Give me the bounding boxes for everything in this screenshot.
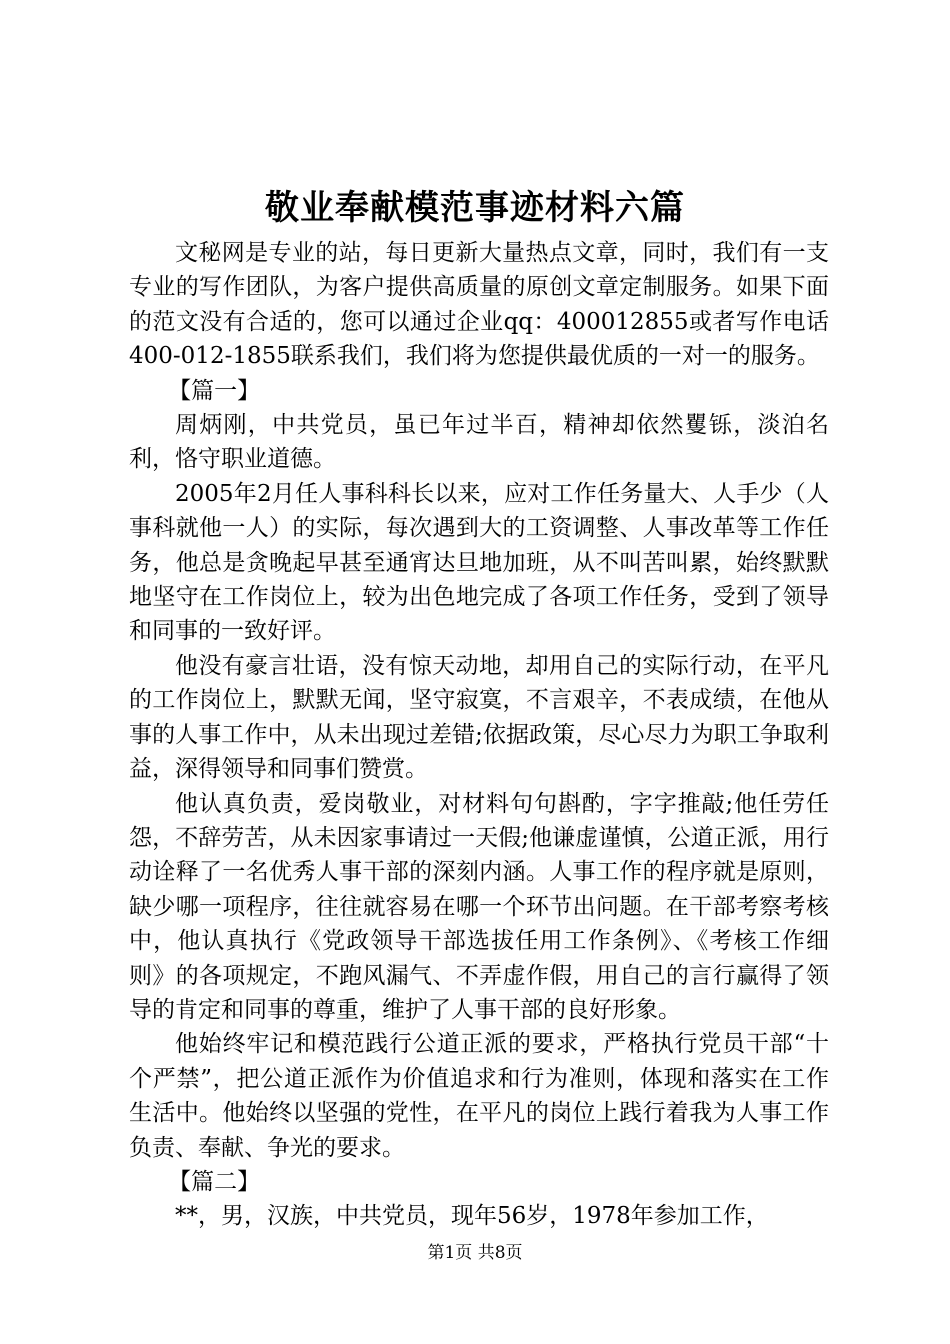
section2-paragraph-1: **，男，汉族，中共党员，现年56岁，1978年参加工作， [175,1203,769,1230]
section-heading-1: 【篇一】 [168,377,261,404]
section-heading-2: 【篇二】 [168,1168,261,1195]
document-title: 敬业奉献模范事迹材料六篇 [265,188,685,228]
section1-paragraph-2: 2005年2月任人事科科长以来，应对工作任务量大、人手少（人事科就他一人）的实际，每次遇到大的工资调整、人事改革等工作任务，他总是贪晚起早甚至通宵达旦地加班，从不叫苦叫累，始终默默地坚守在工作岗位上，较为出色地完成了各项工作任务，受到了领导和同事的一致好评。 [129,480,829,645]
section1-paragraph-4: 他认真负责，爱岗敬业，对材料句句斟酌，字字推敲;他任劳任怨，不辞劳苦，从未因家事请过一天假;他谦虚谨慎，公道正派，用行动诠释了一名优秀人事干部的深刻内涵。人事工作的程序就是原则，缺少哪一项程序，往往就容易在哪一个环节出问题。在干部考察考核中，他认真执行《党政领导干部选拔任用工作条例》、《考核工作细则》的各项规定，不跑风漏气、不弄虚作假，用自己的言行赢得了领导的肯定和同事的尊重，维护了人事干部的良好形象。 [129,790,829,1023]
section1-paragraph-5: 他始终牢记和模范践行公道正派的要求，严格执行党员干部“十个严禁”，把公道正派作为价值追求和行为准则，体现和落实在工作生活中。他始终以坚强的党性，在平凡的岗位上践行着我为人事工作负责、奉献、争光的要求。 [129,1031,829,1161]
section1-paragraph-3: 他没有豪言壮语，没有惊天动地，却用自己的实际行动，在平凡的工作岗位上，默默无闻，坚守寂寞，不言艰辛，不表成绩，在他从事的人事工作中，从未出现过差错;依据政策，尽心尽力为职工争取利益，深得领导和同事们赞赏。 [129,652,829,783]
intro-paragraph: 文秘网是专业的站，每日更新大量热点文章，同时，我们有一支专业的写作团队，为客户提供高质量的原创文章定制服务。如果下面的范文没有合适的，您可以通过企业qq：400012855或者写作电话400-012-1855联系我们，我们将为您提供最优质的一对一的服务。 [129,240,829,370]
document-body [129,236,829,1234]
page-footer: 第1页 共8页 [427,1243,523,1263]
section1-paragraph-1: 周炳刚，中共党员，虽已年过半百，精神却依然矍铄，淡泊名利，恪守职业道德。 [129,412,829,473]
